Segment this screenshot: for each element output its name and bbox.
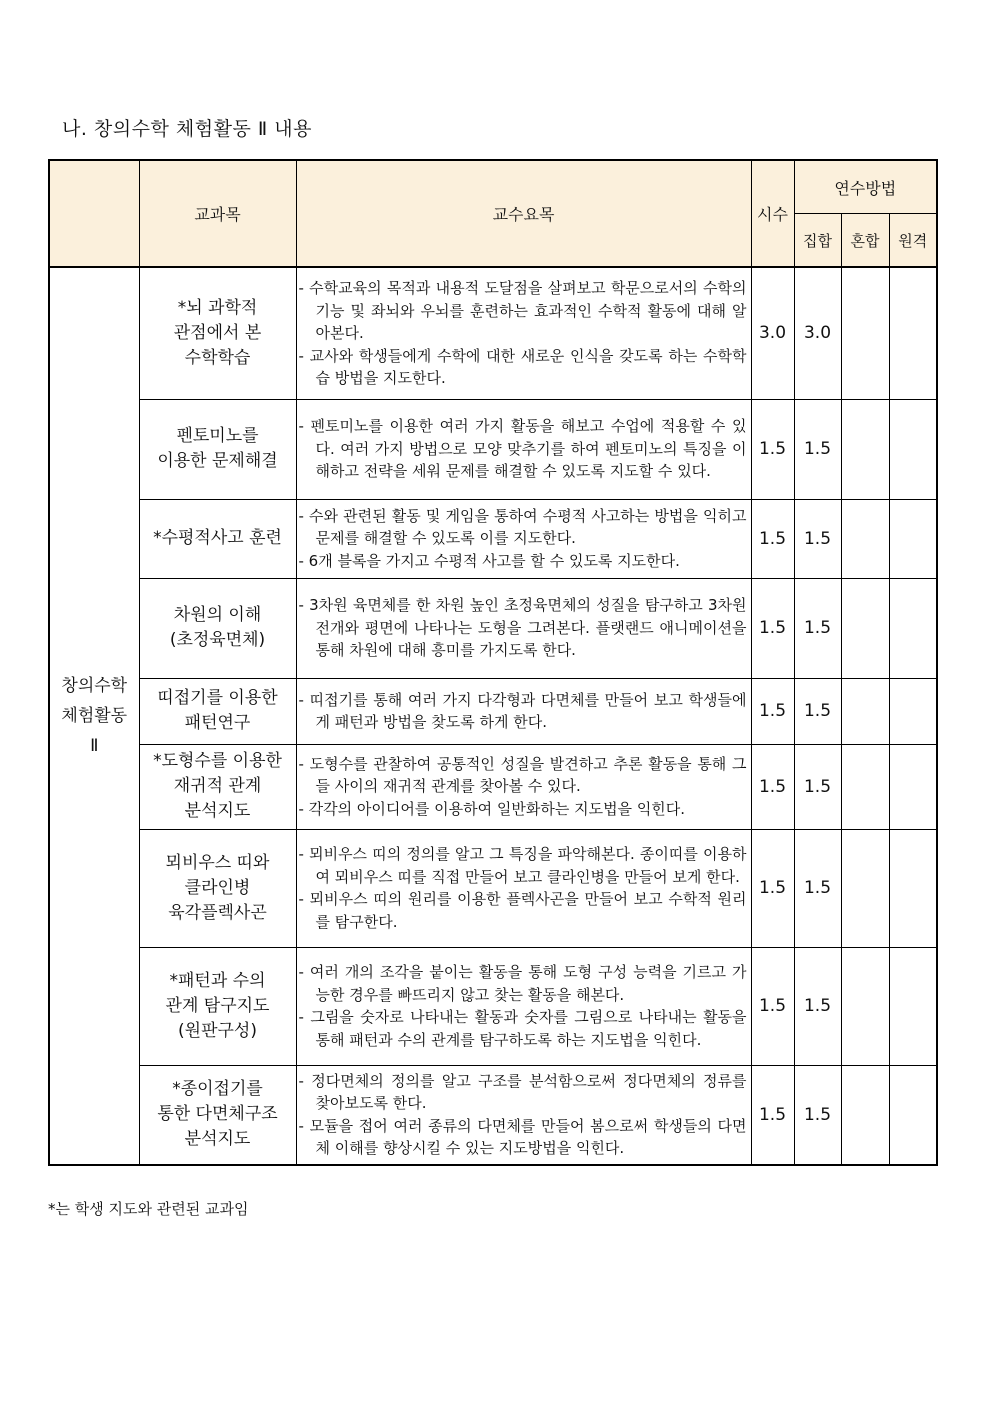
method-m1-cell: 1.5 [794, 678, 841, 744]
table-row [49, 947, 937, 1065]
summary-item: - 각각의 아이디어를 이용하여 일반화하는 지도법을 익힌다. [298, 799, 686, 818]
method-m3-cell [889, 678, 937, 744]
subject-cell: *수평적사고 훈련 [139, 499, 296, 578]
summary-cell [296, 1065, 751, 1165]
header-method: 연수방법 [794, 160, 937, 214]
method-m3-cell [889, 578, 937, 678]
header-subject: 교과목 [139, 160, 296, 267]
subject-cell: 펜토미노를 이용한 문제해결 [139, 399, 296, 499]
summary-cell [296, 744, 751, 829]
summary-item: - 도형수를 관찰하여 공통적인 성질을 발견하고 추론 활동을 통해 그들 사이의 재귀적 관계를 찾아볼 수 있다. [298, 754, 747, 796]
summary-item: - 여러 개의 조각을 붙이는 활동을 통해 도형 구성 능력을 기르고 가능한 경우를 빠뜨리지 않고 찾는 활동을 해본다. [298, 963, 747, 1004]
table-row [49, 678, 937, 744]
method-m2-cell [841, 499, 889, 578]
method-m3-cell [889, 1065, 937, 1165]
method-m3-cell [889, 499, 937, 578]
hours-cell: 3.0 [751, 267, 794, 399]
method-m2-cell [841, 399, 889, 499]
table-row [49, 829, 937, 947]
table-body [49, 267, 937, 1165]
method-m3-cell [889, 399, 937, 499]
method-m1-cell: 3.0 [794, 267, 841, 399]
summary-item: - 6개 블록을 가지고 수평적 사고를 할 수 있도록 지도한다. [298, 551, 680, 570]
summary-item: - 뫼비우스 띠의 정의를 알고 그 특징을 파악해본다. 종이띠를 이용하여 뫼비우스 띠를 직접 만들어 보고 클라인병을 만들어 보게 한다. [298, 845, 747, 886]
summary-item: - 정다면체의 정의를 알고 구조를 분석함으로써 정다면체의 정류를 찾아보도록 한다. [298, 1071, 747, 1113]
method-m2-cell [841, 1065, 889, 1165]
summary-item: - 3차원 육면체를 한 차원 높인 초정육면체의 성질을 탐구하고 3차원 전개와 평면에 나타나는 도형을 그려본다. 플랫랜드 애니메이션을 통해 차원에 대해 흥미를 가지도록 한다. [298, 596, 747, 660]
method-m2-cell [841, 678, 889, 744]
method-m1-cell: 1.5 [794, 399, 841, 499]
header-method-group: 집합 [794, 214, 841, 268]
table-row [49, 1065, 937, 1165]
subject-cell: *도형수를 이용한 재귀적 관계 분석지도 [139, 744, 296, 829]
table-row [49, 399, 937, 499]
hours-cell: 1.5 [751, 744, 794, 829]
summary-cell [296, 499, 751, 578]
summary-item: - 띠접기를 통해 여러 가지 다각형과 다면체를 만들어 보고 학생들에게 패턴과 방법을 찾도록 하게 한다. [298, 690, 747, 731]
subject-cell: *뇌 과학적 관점에서 본 수학학습 [139, 267, 296, 399]
hours-cell: 1.5 [751, 1065, 794, 1165]
table-row [49, 267, 937, 399]
summary-item: - 수와 관련된 활동 및 게임을 통하여 수평적 사고하는 방법을 익히고 문제를 해결할 수 있도록 이를 지도한다. [298, 506, 747, 548]
hours-cell: 1.5 [751, 499, 794, 578]
hours-cell: 1.5 [751, 678, 794, 744]
group-label: 창의수학 체험활동 Ⅱ [49, 267, 139, 1165]
table-row [49, 499, 937, 578]
summary-cell [296, 947, 751, 1065]
subject-cell: 뫼비우스 띠와 클라인병 육각플렉사곤 [139, 829, 296, 947]
method-m2-cell [841, 744, 889, 829]
header-hours: 시수 [751, 160, 794, 267]
table-row [49, 744, 937, 829]
subject-cell: *패턴과 수의 관계 탐구지도 (원판구성) [139, 947, 296, 1065]
header-empty [49, 160, 139, 267]
summary-cell [296, 829, 751, 947]
subject-cell: 띠접기를 이용한 패턴연구 [139, 678, 296, 744]
method-m1-cell: 1.5 [794, 947, 841, 1065]
subject-cell: *종이접기를 통한 다면체구조 분석지도 [139, 1065, 296, 1165]
section-heading: 나. 창의수학 체험활동 Ⅱ 내용 [62, 118, 312, 140]
summary-cell [296, 678, 751, 744]
method-m1-cell: 1.5 [794, 1065, 841, 1165]
summary-cell [296, 578, 751, 678]
subject-cell: 차원의 이해 (초정육면체) [139, 578, 296, 678]
hours-cell: 1.5 [751, 399, 794, 499]
method-m3-cell [889, 947, 937, 1065]
summary-item: - 교사와 학생들에게 수학에 대한 새로운 인식을 갖도록 하는 수학학습 방법을 지도한다. [298, 346, 747, 387]
summary-item: - 펜토미노를 이용한 여러 가지 활동을 해보고 수업에 적용할 수 있다. 여러 가지 방법으로 모양 맞추기를 하여 펜토미노의 특징을 이해하고 전략을 세워 문제를 해결할 수 있도록 지도할 수 있다. [298, 417, 747, 481]
hours-cell: 1.5 [751, 829, 794, 947]
header-method-mixed: 혼합 [841, 214, 889, 268]
summary-item: - 모듈을 접어 여러 종류의 다면체를 만들어 봄으로써 학생들의 다면체 이해를 향상시킬 수 있는 지도방법을 익힌다. [298, 1116, 747, 1158]
method-m2-cell [841, 829, 889, 947]
summary-item: - 그림을 숫자로 나타내는 활동과 숫자를 그림으로 나타내는 활동을 통해 패턴과 수의 관계를 탐구하도록 하는 지도법을 익힌다. [298, 1008, 747, 1049]
summary-cell [296, 399, 751, 499]
summary-cell [296, 267, 751, 399]
method-m3-cell [889, 829, 937, 947]
hours-cell: 1.5 [751, 578, 794, 678]
method-m1-cell: 1.5 [794, 578, 841, 678]
table-row [49, 578, 937, 678]
header-summary: 교수요목 [296, 160, 751, 267]
method-m2-cell [841, 578, 889, 678]
method-m2-cell [841, 947, 889, 1065]
hours-cell: 1.5 [751, 947, 794, 1065]
summary-item: - 수학교육의 목적과 내용적 도달점을 살펴보고 학문으로서의 수학의 기능 및 좌뇌와 우뇌를 훈련하는 효과적인 수학적 활동에 대해 알아본다. [298, 279, 747, 342]
method-m3-cell [889, 744, 937, 829]
footnote: *는 학생 지도와 관련된 교과임 [48, 1200, 249, 1218]
method-m3-cell [889, 267, 937, 399]
method-m2-cell [841, 267, 889, 399]
method-m1-cell: 1.5 [794, 499, 841, 578]
summary-item: - 뫼비우스 띠의 원리를 이용한 플렉사곤을 만들어 보고 수학적 원리를 탐구한다. [298, 890, 747, 931]
header-method-remote: 원격 [889, 214, 937, 268]
course-content-table [48, 159, 938, 1166]
method-m1-cell: 1.5 [794, 744, 841, 829]
method-m1-cell: 1.5 [794, 829, 841, 947]
